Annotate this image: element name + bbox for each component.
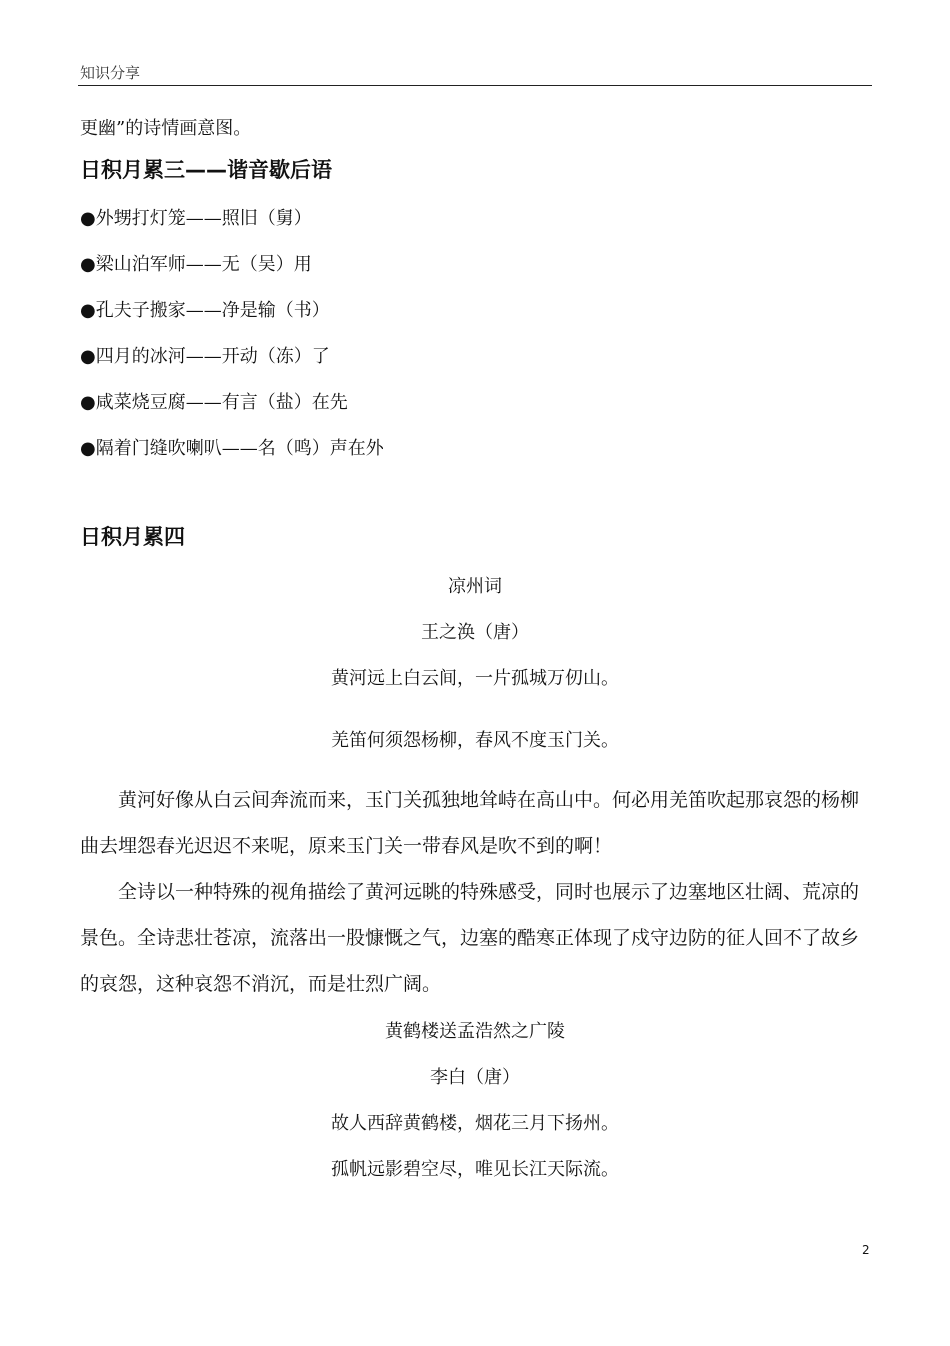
poem2-title: 黄鹤楼送孟浩然之广陵	[385, 1021, 565, 1042]
commentary-paragraph: 黄河好像从白云间奔流而来，玉门关孤独地耸峙在高山中。何必用羌笛吹起那哀怨的杨柳曲去埋怨春光迟迟不来呢，原来玉门关一带春风是吹不到的啊！	[80, 789, 860, 857]
poem1-author: 王之涣（唐）	[421, 622, 529, 643]
commentary	[80, 777, 872, 1007]
poem2-line: 孤帆远影碧空尽，唯见长江天际流。	[331, 1159, 619, 1180]
page-number: 2	[862, 1243, 870, 1257]
list-item: ●孔夫子搬家——净是输（书）	[80, 300, 330, 321]
list-item: ●外甥打灯笼——照旧（舅）	[80, 208, 312, 229]
list-item: ●梁山泊军师——无（吴）用	[80, 254, 312, 275]
list-item: ●咸菜烧豆腐——有言（盐）在先	[80, 392, 348, 413]
poem1-title: 凉州词	[448, 576, 502, 597]
commentary-paragraph: 全诗以一种特殊的视角描绘了黄河远眺的特殊感受，同时也展示了边塞地区壮阔、荒凉的景色。全诗悲壮苍凉，流落出一股慷慨之气，边塞的酷寒正体现了戍守边防的征人回不了故乡的哀怨，这种哀怨不消沉，而是壮烈广阔。	[80, 881, 860, 995]
poem2-author: 李白（唐）	[430, 1067, 520, 1088]
header-divider	[78, 85, 872, 86]
section3-heading: 日积月累三——谐音歇后语	[80, 158, 332, 182]
section4-heading: 日积月累四	[80, 525, 185, 549]
poem1-line: 羌笛何须怨杨柳，春风不度玉门关。	[331, 730, 619, 751]
list-item: ●四月的冰河——开动（冻）了	[80, 346, 330, 367]
list-item: ●隔着门缝吹喇叭——名（鸣）声在外	[80, 438, 384, 459]
page-header-title: 知识分享	[80, 64, 141, 82]
poem1-line: 黄河远上白云间，一片孤城万仞山。	[331, 668, 619, 689]
poem2-line: 故人西辞黄鹤楼，烟花三月下扬州。	[331, 1113, 619, 1134]
intro-line: 更幽”的诗情画意图。	[80, 118, 252, 139]
